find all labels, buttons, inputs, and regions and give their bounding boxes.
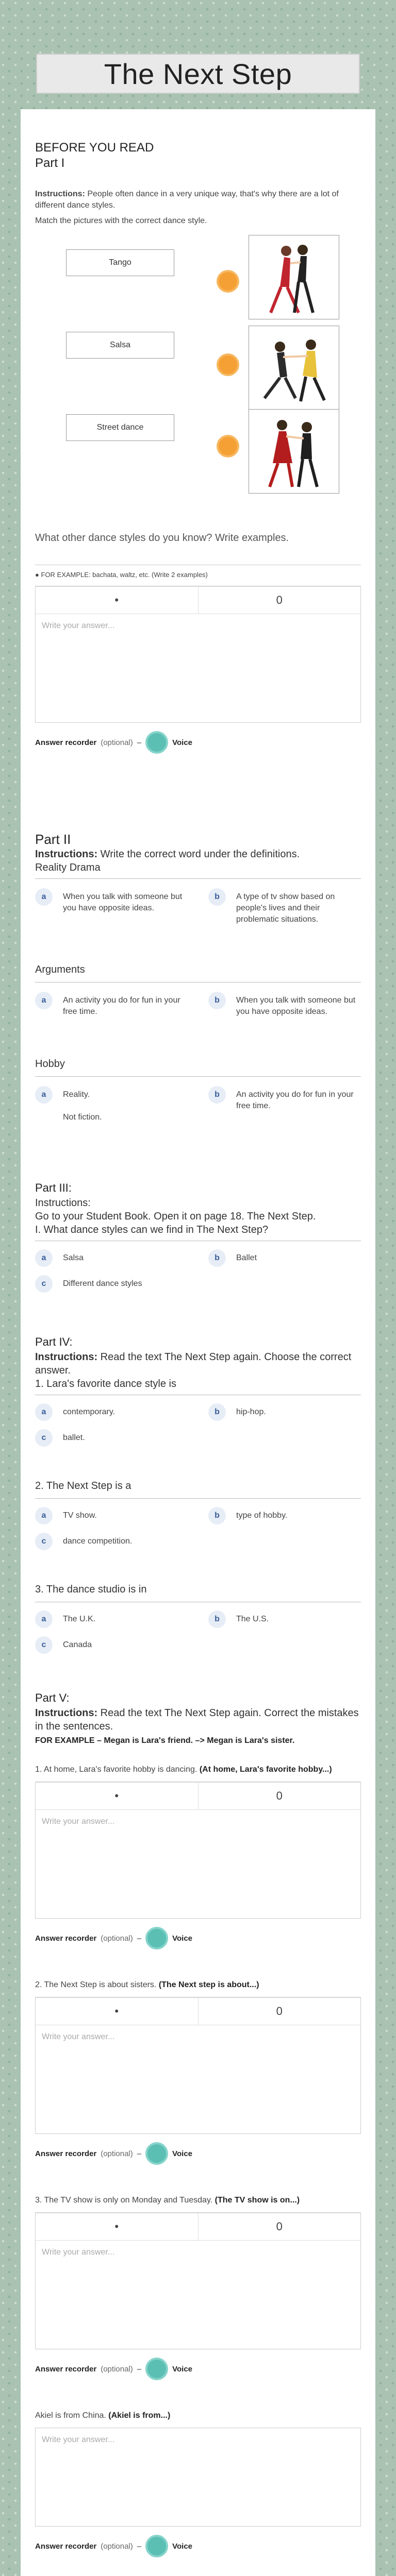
option-b[interactable]: b When you talk with someone but you have opposite ideas. <box>208 992 361 1018</box>
answer-toolbar <box>36 586 360 614</box>
part-title-3: Part III: <box>35 1181 72 1194</box>
answer-recorder: Answer recorder (optional) – Voice <box>35 2142 361 2165</box>
bullet-list-button[interactable]: • <box>114 2220 119 2233</box>
answer-recorder: Answer recorder (optional) – Voice <box>35 2535 361 2557</box>
option-c[interactable]: c Canada <box>35 1636 188 1654</box>
question-5-1: 1. At home, Lara's favorite hobby is dancing. (At home, Lara's favorite hobby...) <box>35 1765 332 1774</box>
option-b[interactable]: b hip-hop. <box>208 1403 361 1421</box>
numbered-list-button[interactable]: 0 <box>198 1783 361 1809</box>
question-5-2: 2. The Next Step is about sisters. (The Next step is about...) <box>35 1980 259 1989</box>
instructions-part5: Instructions: Read the text The Next Step again. Correct the mistakes in the sentences. <box>35 1707 359 1732</box>
record-button[interactable] <box>145 731 168 754</box>
option-a[interactable]: a The U.K. <box>35 1611 188 1628</box>
match-connector[interactable] <box>217 435 239 457</box>
record-button[interactable] <box>145 2358 168 2380</box>
answer-box-5-4 <box>35 2428 361 2527</box>
option-a[interactable]: a An activity you do for fun in your free time. <box>35 992 188 1018</box>
question-part3: I. What dance styles can we find in The Next Step? <box>35 1224 269 1235</box>
answer-input[interactable]: Write your answer... <box>42 2032 115 2041</box>
question-4-2: 2. The Next Step is a <box>35 1480 131 1492</box>
part-title-5: Part V: <box>35 1691 70 1704</box>
option-b[interactable]: b Ballet <box>208 1249 361 1267</box>
answer-box-5-1 <box>35 1782 361 1919</box>
voice-label: Voice <box>172 1934 193 1943</box>
page-title-banner <box>36 54 360 94</box>
instructions-part4: Instructions: Read the text The Next Step again. Choose the correct answer. <box>35 1351 352 1376</box>
salsa-dancers-image <box>249 326 339 410</box>
answer-recorder: Answer recorder (optional) – Voice <box>35 1927 361 1950</box>
voice-label: Voice <box>172 2149 193 2158</box>
answer-toolbar <box>36 2213 360 2241</box>
option-b[interactable]: b type of hobby. <box>208 1507 361 1524</box>
options-4-1 <box>35 1403 361 1447</box>
option-b[interactable]: b A type of tv show based on people's lives and their problematic situations. <box>208 888 361 925</box>
options-group-3 <box>35 1086 361 1123</box>
instructions-match: Match the pictures with the correct dance style. <box>35 216 207 225</box>
part-title-4: Part IV: <box>35 1335 73 1348</box>
question-4-1: 1. Lara's favorite dance style is <box>35 1378 176 1389</box>
question-5-4: Akiel is from China. (Akiel is from...) <box>35 2411 171 2420</box>
answer-input[interactable]: Write your answer... <box>42 1817 115 1826</box>
options-group-2 <box>35 992 361 1018</box>
section-heading-before: BEFORE YOU READ <box>35 141 154 155</box>
numbered-list-button[interactable]: 0 <box>198 2213 361 2240</box>
bullet-list-button[interactable]: • <box>114 2005 119 2018</box>
answer-recorder: Answer recorder (optional) – Voice <box>35 731 361 754</box>
answer-recorder: Answer recorder (optional) – Voice <box>35 2358 361 2380</box>
worksheet-content <box>35 140 361 2576</box>
option-c[interactable]: c ballet. <box>35 1429 188 1447</box>
answer-toolbar <box>36 1997 360 2025</box>
instructions-part1: Instructions: People often dance in a very unique way, that's why there are a lot of different dance styles. <box>35 190 339 210</box>
answer-box-other-styles <box>35 586 361 723</box>
street-dancers-image <box>249 409 339 494</box>
answer-toolbar <box>36 1782 360 1810</box>
word-hobby: Hobby <box>35 1058 65 1070</box>
match-label-street-dance[interactable]: Street dance <box>66 414 174 441</box>
part-title-2: Part II <box>35 832 71 847</box>
answer-input[interactable]: Write your answer... <box>42 2435 115 2444</box>
match-label-tango[interactable]: Tango <box>66 249 174 276</box>
option-a[interactable]: a TV show. <box>35 1507 188 1524</box>
word-arguments: Arguments <box>35 964 85 975</box>
voice-label: Voice <box>172 738 193 747</box>
tango-dancers-image <box>249 235 339 319</box>
option-b[interactable]: b An activity you do for fun in your free time. <box>208 1086 361 1123</box>
voice-label: Voice <box>172 2541 193 2551</box>
page-title: The Next Step <box>104 57 292 90</box>
record-button[interactable] <box>145 2142 168 2165</box>
options-4-2 <box>35 1507 361 1550</box>
instructions-part2: Instructions: Write the correct word under the definitions. <box>35 849 300 860</box>
options-4-3 <box>35 1611 361 1654</box>
question-4-3: 3. The dance studio is in <box>35 1584 147 1595</box>
option-a[interactable]: a Reality. Not fiction. <box>35 1086 188 1123</box>
option-c[interactable]: c Different dance styles <box>35 1275 188 1293</box>
record-button[interactable] <box>145 1927 168 1950</box>
numbered-list-button[interactable]: 0 <box>198 587 361 614</box>
answer-box-5-3 <box>35 2212 361 2349</box>
answer-input[interactable]: Write your answer... <box>42 2248 115 2257</box>
part-title-1: Part I <box>35 156 65 170</box>
record-button[interactable] <box>145 2535 168 2557</box>
options-group-1 <box>35 888 361 925</box>
option-a[interactable]: a contemporary. <box>35 1403 188 1421</box>
question-other-styles: What other dance styles do you know? Write examples. <box>35 532 289 544</box>
match-connector[interactable] <box>217 353 239 376</box>
matching-exercise <box>35 232 361 495</box>
instructions-part3: Go to your Student Book. Open it on page 18. The Next Step. <box>35 1211 316 1222</box>
option-a[interactable]: a When you talk with someone but you have opposite ideas. <box>35 888 188 925</box>
instructions-label-3: Instructions: <box>35 1197 91 1209</box>
option-c[interactable]: c dance competition. <box>35 1533 188 1550</box>
bullet-list-button[interactable]: • <box>114 1789 119 1802</box>
voice-label: Voice <box>172 2364 193 2374</box>
match-connector[interactable] <box>217 270 239 293</box>
worksheet <box>21 109 375 2576</box>
numbered-list-button[interactable]: 0 <box>198 1998 361 2025</box>
answer-box-5-2 <box>35 1997 361 2134</box>
answer-input[interactable]: Write your answer... <box>42 621 115 630</box>
word-reality-drama: Reality Drama <box>35 862 101 873</box>
example-note: ● FOR EXAMPLE: bachata, waltz, etc. (Write 2 examples) <box>35 565 361 581</box>
option-a[interactable]: a Salsa <box>35 1249 188 1267</box>
example-part5: FOR EXAMPLE – Megan is Lara's friend. –> Megan is Lara's sister. <box>35 1736 295 1745</box>
match-label-salsa[interactable]: Salsa <box>66 332 174 359</box>
question-5-3: 3. The TV show is only on Monday and Tuesday. (The TV show is on...) <box>35 2196 300 2205</box>
options-part3 <box>35 1249 361 1293</box>
option-b[interactable]: b The U.S. <box>208 1611 361 1628</box>
bullet-list-button[interactable]: • <box>114 594 119 606</box>
